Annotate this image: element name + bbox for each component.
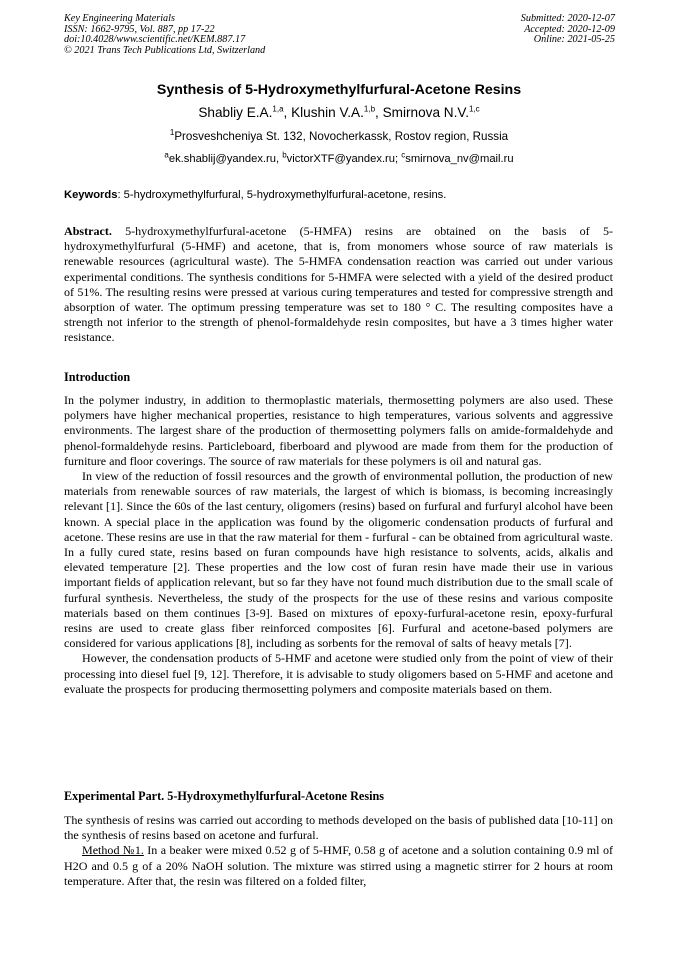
keywords <box>64 188 614 202</box>
author-list <box>0 104 678 121</box>
paragraph: The synthesis of resins was carried out according to methods developed on the basis of published data [10-11] on the synthesis of resins based on acetone and furfural. <box>64 813 613 843</box>
email-superscript: a <box>164 150 169 160</box>
introduction-body <box>64 393 613 697</box>
author-name: Smirnova N.V. <box>382 105 469 120</box>
experimental-body <box>64 813 613 889</box>
email-link[interactable]: ek.shablij@yandex.ru <box>168 153 276 165</box>
paragraph: In view of the reduction of fossil resources and the growth of environmental pollution, the production of new materials from renewable sources of raw materials, the largest of which is biomass, is becoming increasingly relevant [1]. Since the 60s of the last century, oligomers (resins) based on furfural and furfuryl alcohol have been known. A special place in the application was found by the oligomeric condensation products of furfural and acetone. These resins are use in that the raw material for them - furfural - can be obtained from agricultural waste. In a fully cured state, resins based on furan compounds have high resistance to solvents, acids, alkalis and elevated temperature [2]. These properties and the low cost of furan resin have made their use in various important fields of application relevant, but so far they have not found much distribution due to the small scale of furfural synthesis. Nevertheless, the study of the prospects for the use of these resins and various composite materials based on them continues [3-9]. Based on mixtures of epoxy-furfural-acetone resin, epoxy-furfural resins are used to create glass fiber reinforced composites [6]. Furfural and acetone-based polymers are considered for various applications [8], including as sorbents for the removal of salts of heavy metals [7]. <box>64 469 614 651</box>
affiliation-superscript: 1 <box>169 128 175 138</box>
affiliation-text: Prosveshcheniya St. 132, Novocherkassk, Rostov region, Russia <box>174 130 509 143</box>
email-separator: ; <box>395 153 402 165</box>
affiliation <box>0 130 678 144</box>
introduction-heading: Introduction <box>64 370 131 384</box>
abstract-label: Abstract. <box>64 224 112 238</box>
author-emails <box>0 152 678 166</box>
email-superscript: c <box>401 150 406 160</box>
accepted-date: Accepted: 2020-12-09 <box>524 23 615 35</box>
email-separator: , <box>275 153 283 165</box>
email-link[interactable]: smirnova_nv@mail.ru <box>405 153 514 165</box>
dates-info <box>521 14 615 46</box>
doi-line: doi:10.4028/www.scientific.net/KEM.887.17 <box>64 34 246 46</box>
author-name: Shabliy E.A. <box>198 105 273 120</box>
paper-title: Synthesis of 5-Hydroxymethylfurfural-Acetone Resins <box>156 82 522 98</box>
paragraph <box>64 843 613 889</box>
submitted-date: Submitted: 2020-12-07 <box>520 13 615 24</box>
keywords-label: Keywords <box>64 189 118 201</box>
issn-line: ISSN: 1662-9795, Vol. 887, pp 17-22 <box>64 23 215 35</box>
experimental-heading: Experimental Part. 5-Hydroxymethylfurfural-Acetone Resins <box>64 789 384 803</box>
author-superscript: 1,a <box>272 104 284 114</box>
paragraph: However, the condensation products of 5-HMF and acetone were studied only from the point of view of their processing into diesel fuel [9, 12]. Therefore, it is advisable to study oligomers based on 5-HMF and acetone and evaluate the prospects for producing thermosetting polymers and composite materials based on them. <box>64 651 613 696</box>
author-separator: , <box>283 105 292 120</box>
paragraph: In the polymer industry, in addition to thermoplastic materials, thermosetting polymers are also used. These polymers have higher mechanical properties, resistance to high temperatures, various solvents and aggressive environments. The largest share of the production of thermosetting polymers falls on amide-formaldehyde and phenol-formaldehyde resins. Particleboard, fiberboard and plywood are made from them for the production of furniture and floor coverings. The source of raw materials for these polymers is oil and natural gas. <box>64 393 613 468</box>
email-superscript: b <box>282 150 287 160</box>
method-text: In a beaker were mixed 0.52 g of 5-HMF, 0.58 g of acetone and a solution containing 0.9 ml of H2O and 0.5 g of a 20% NaOH solution. The mixture was stirred using a magnetic stirrer for 2 hours at room temperature. After that, the resin was filtered on a folded filter, <box>64 843 613 888</box>
email-link[interactable]: victorXTF@yandex.ru <box>286 153 396 165</box>
author-superscript: 1,c <box>468 104 480 114</box>
author-name: Klushin V.A. <box>291 105 364 120</box>
abstract-text: 5-hydroxymethylfurfural-acetone (5-HMFA) resins are obtained on the basis of 5-hydroxymethylfurfural (5-HMF) and acetone, that is, from monomers whose source of raw materials is renewable resources (agricultural waste). The 5-HMFA condensation reaction was carried out under various experimental conditions. The synthesis conditions for 5-HMFA were selected with a yield of the desired product of 51%. The resulting resins were pressed at various curing temperatures and tested for compressive strength and absorption of water. The optimum pressing temperature was set to 180 ° C. The resulting composites have a strength not inferior to the strength of phenol-formaldehyde resin composites, but have a 3 times higher water resistance. <box>64 224 613 345</box>
author-separator: , <box>375 105 383 120</box>
journal-name: Key Engineering Materials <box>64 13 175 24</box>
keywords-text: : 5-hydroxymethylfurfural, 5-hydroxymethylfurfural-acetone, resins. <box>117 189 447 201</box>
journal-info <box>64 14 265 56</box>
method-label: Method №1. <box>82 843 144 858</box>
author-superscript: 1,b <box>363 104 376 114</box>
copyright-line: © 2021 Trans Tech Publications Ltd, Switzerland <box>64 44 266 56</box>
abstract <box>64 224 613 346</box>
online-date: Online: 2021-05-25 <box>533 34 615 46</box>
